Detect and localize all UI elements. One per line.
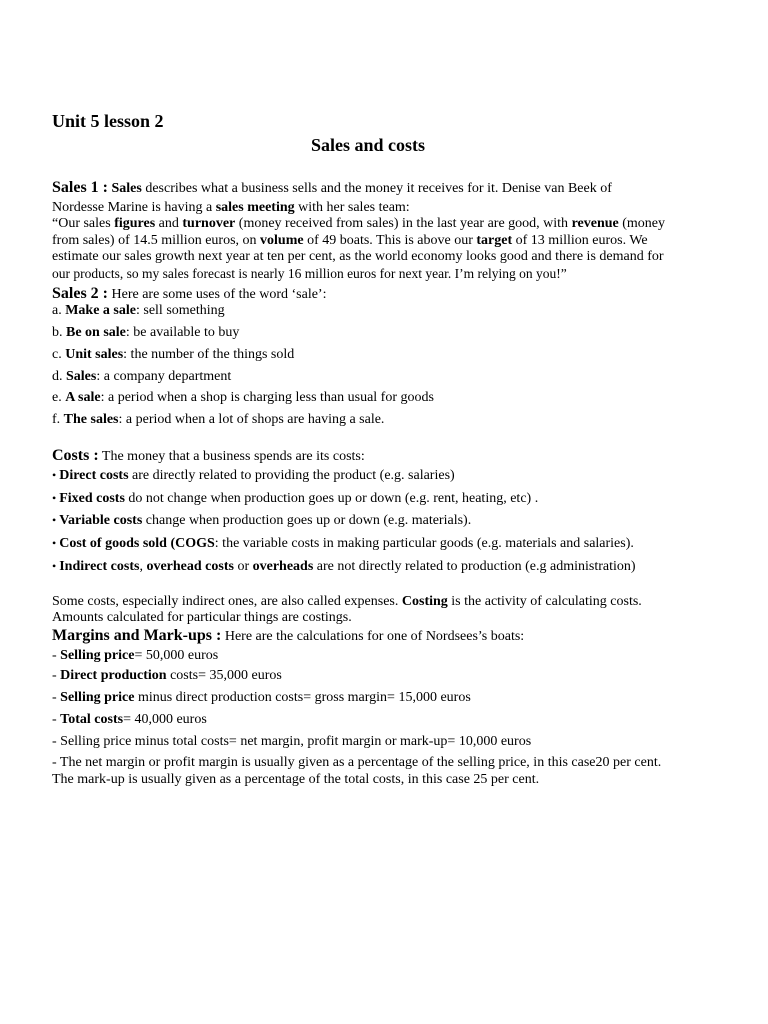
sales2-item	[52, 390, 434, 406]
sales2-item	[52, 412, 384, 428]
bold-term: Selling price	[60, 648, 135, 663]
bold-term: Direct costs	[59, 468, 129, 483]
sales1-heading: Sales 1 :	[52, 179, 108, 196]
text-run: (money	[618, 216, 666, 231]
bold-term: Be on sale	[66, 325, 126, 340]
text-run: are directly related to providing the product (e.g. salaries)	[128, 468, 455, 483]
bold-term: Sales	[111, 181, 142, 196]
costs-note-line-1	[52, 610, 352, 626]
bold-term: turnover	[182, 216, 236, 231]
list-marker: b.	[52, 325, 66, 340]
costs-intro: The money that a business spends are its costs:	[98, 449, 365, 464]
text-run: -	[52, 712, 61, 727]
text-run: -	[52, 648, 61, 663]
list-marker: c.	[52, 347, 66, 362]
text-run: is the activity of calculating costs.	[447, 594, 642, 609]
sales2-item	[52, 347, 294, 363]
bold-term: Indirect costs	[59, 559, 140, 574]
sales1-line-1	[52, 200, 410, 216]
bold-term: Cost of goods sold (COGS	[59, 536, 215, 551]
costs-item	[52, 490, 538, 507]
text-run: = 40,000 euros	[123, 712, 207, 727]
list-marker: f.	[52, 412, 64, 427]
item-description: : the number of the things sold	[123, 347, 295, 362]
costs-heading: Costs :	[52, 447, 99, 464]
text-run: minus direct production costs= gross margin= 15,000 euros	[134, 690, 471, 705]
text-run: with her sales team:	[294, 200, 410, 215]
sales1-line-3	[52, 233, 648, 249]
text-run: of 13 million euros. We	[512, 233, 648, 248]
text-run: our products, so my sales forecast is nearly 16 million euros for next year. I’m relying on you!”	[52, 266, 567, 281]
text-run: and	[155, 216, 183, 231]
text-run: ,	[139, 559, 147, 574]
item-description: : a company department	[96, 369, 232, 384]
text-run: -	[52, 690, 61, 705]
bold-term: revenue	[571, 216, 619, 231]
margins-item	[52, 668, 282, 684]
bold-term: Variable costs	[59, 513, 143, 528]
bold-term: target	[476, 233, 513, 248]
sales1-line-2	[52, 216, 665, 232]
margins-item	[52, 648, 218, 664]
bold-term: Sales	[66, 369, 97, 384]
list-marker: e.	[52, 390, 66, 405]
sales2-heading: Sales 2 :	[52, 285, 108, 302]
list-marker: d.	[52, 369, 66, 384]
bold-term: Make a sale	[65, 303, 136, 318]
costs-item	[52, 467, 455, 484]
costs-header-line	[52, 448, 365, 465]
bold-term: Direct production	[60, 668, 167, 683]
bold-term: overheads	[252, 559, 314, 574]
margins-item	[52, 712, 207, 728]
margins-header-line	[52, 628, 524, 645]
costs-item	[52, 558, 636, 575]
text-run: or	[233, 559, 253, 574]
margins-item	[52, 690, 471, 706]
bold-term: Fixed costs	[59, 491, 125, 506]
sales1-line-0-text	[112, 181, 612, 196]
text-run: Amounts calculated for particular things are costings.	[52, 610, 352, 625]
text-run: -	[52, 668, 61, 683]
text-run: The mark-up is usually given as a percentage of the total costs, in this case 25 per cent.	[52, 772, 540, 787]
text-run: do not change when production goes up or down (e.g. rent, heating, etc) .	[124, 491, 539, 506]
bold-term: sales meeting	[215, 200, 295, 215]
sales2-header-line	[52, 286, 326, 303]
margins-heading: Margins and Mark-ups :	[52, 627, 222, 644]
margins-item	[52, 772, 539, 788]
costs-note-line-0	[52, 594, 642, 610]
text-run: of 49 boats. This is above our	[303, 233, 477, 248]
sales2-item	[52, 303, 225, 319]
bold-term: Selling price	[60, 690, 135, 705]
text-run: (money received from sales) in the last year are good, with	[235, 216, 572, 231]
text-run: Nordesse Marine is having a	[52, 200, 216, 215]
bold-term: Total costs	[60, 712, 124, 727]
costs-item	[52, 535, 634, 552]
bold-term: A sale	[65, 390, 101, 405]
bold-term: Costing	[401, 594, 448, 609]
bold-term: volume	[260, 233, 304, 248]
bold-term: The sales	[63, 412, 119, 427]
text-run: change when production goes up or down (e.g. materials).	[142, 513, 472, 528]
text-run: - The net margin or profit margin is usually given as a percentage of the selling price, in this case20 per cent.	[52, 755, 662, 770]
item-description: : a period when a lot of shops are having a sale.	[118, 412, 385, 427]
unit-label: Unit 5 lesson 2	[52, 111, 164, 131]
margins-item	[52, 755, 661, 771]
list-marker: a.	[52, 303, 66, 318]
text-run: are not directly related to production (e.g administration)	[313, 559, 636, 574]
text-run: : the variable costs in making particular goods (e.g. materials and salaries).	[214, 536, 634, 551]
margins-item	[52, 734, 531, 750]
text-run: describes what a business sells and the money it receives for it. Denise van Beek of	[141, 181, 612, 196]
text-run: Some costs, especially indirect ones, are also called expenses.	[52, 594, 402, 609]
bold-term: figures	[114, 216, 156, 231]
sales1-line-4	[52, 249, 664, 265]
sales1-line-0	[52, 180, 612, 197]
text-run: from sales) of 14.5 million euros, on	[52, 233, 261, 248]
margins-intro: Here are the calculations for one of Nordsees’s boats:	[221, 629, 525, 644]
item-description: : be available to buy	[125, 325, 240, 340]
bold-term: overhead costs	[146, 559, 234, 574]
text-run: - Selling price minus total costs= net margin, profit margin or mark-up= 10,000 euros	[52, 734, 532, 749]
sales2-intro: Here are some uses of the word ‘sale’:	[108, 287, 327, 302]
text-run: estimate our sales growth next year at ten per cent, as the world economy looks good and there is demand for	[52, 249, 664, 264]
text-run: = 50,000 euros	[134, 648, 219, 663]
sales2-item	[52, 369, 231, 385]
page-title: Sales and costs	[310, 135, 426, 155]
item-description: : sell something	[135, 303, 225, 318]
item-description: : a period when a shop is charging less than usual for goods	[100, 390, 434, 405]
costs-item	[52, 512, 471, 529]
bold-term: Unit sales	[65, 347, 124, 362]
sales1-line-5	[52, 266, 567, 282]
text-run: “Our sales	[52, 216, 115, 231]
sales2-item	[52, 325, 239, 341]
text-run: costs= 35,000 euros	[166, 668, 282, 683]
